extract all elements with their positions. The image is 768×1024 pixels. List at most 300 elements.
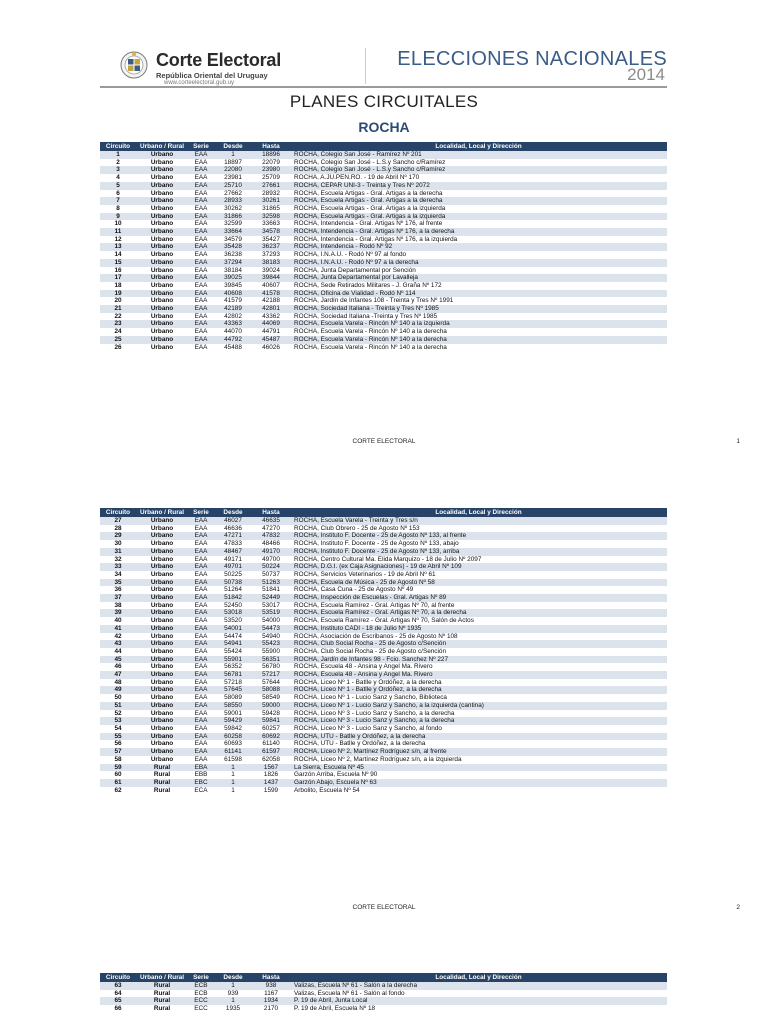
cell-hasta: 18896 — [252, 151, 290, 159]
table-row — [100, 756, 667, 764]
cell-localidad: ROCHA, Jardín de Infantes 98 - Fcio. Sanchez Nº 227 — [290, 656, 667, 664]
cell-serie: EAA — [194, 586, 208, 594]
cell-localidad: ROCHA, Instituto F. Docente - 25 de Agosto Nº 133, arriba — [290, 548, 667, 556]
uruguay-seal-icon — [120, 51, 148, 79]
cell-serie: EAA — [188, 717, 214, 725]
department-name: ROCHA — [358, 119, 410, 135]
cell-localidad: Garzón Abajo, Escuela Nº 63 — [290, 779, 667, 787]
cell-circuito: 19 — [100, 290, 136, 298]
cell-serie: EAA — [188, 151, 214, 159]
table-row — [100, 594, 667, 602]
cell-desde: 1 — [214, 982, 252, 990]
table-row — [100, 556, 667, 564]
cell-serie: EAA — [188, 259, 214, 267]
cell-desde: 1 — [231, 786, 235, 794]
table-row — [100, 740, 667, 748]
cell-urbano-rural: Urbano — [150, 678, 174, 686]
column-header-circuito: Circuito — [100, 142, 136, 151]
cell-circuito: 64 — [114, 989, 122, 997]
cell-circuito: 9 — [100, 213, 136, 221]
cell-desde: 59842 — [224, 724, 242, 732]
cell-desde: 1 — [214, 779, 252, 787]
cell-circuito: 41 — [100, 625, 136, 633]
cell-desde: 60258 — [214, 733, 252, 741]
cell-circuito: 55 — [100, 733, 136, 741]
cell-circuito: 34 — [114, 570, 122, 578]
cell-serie: EAA — [188, 274, 214, 282]
cell-serie: EAA — [194, 204, 208, 212]
cell-hasta: 50737 — [262, 570, 280, 578]
cell-localidad: ROCHA, Escuela Ramírez - Gral. Artigas Nº 70, a la derecha — [290, 609, 667, 617]
cell-desde: 939 — [227, 989, 239, 997]
cell-urbano-rural: Urbano — [150, 174, 174, 182]
cell-urbano-rural: Rural — [153, 771, 171, 779]
cell-localidad: ROCHA, Liceo Nº 2, Martínez Rodríguez s/n, al frente — [290, 748, 667, 756]
cell-localidad: ROCHA, Escuela Ramírez - Gral. Artigas Nº 70, al frente — [294, 601, 455, 609]
cell-circuito: 18 — [114, 281, 122, 289]
cell-localidad: ROCHA, Instituto F. Docente - 25 de Agosto Nº 133, al frente — [290, 532, 667, 540]
cell-desde: 42802 — [224, 312, 242, 320]
cell-urbano-rural: Urbano — [136, 594, 188, 602]
cell-serie: EAA — [188, 748, 214, 756]
cell-desde: 57645 — [214, 686, 252, 694]
cell-hasta: 49700 — [262, 555, 280, 563]
cell-localidad: Garzón Arriba, Escuela Nº 90 — [294, 771, 378, 779]
cell-serie: EAA — [194, 709, 208, 717]
cell-desde: 47271 — [214, 532, 252, 540]
table-row — [100, 540, 667, 548]
cell-urbano-rural: Urbano — [150, 601, 174, 609]
cell-localidad: ROCHA, Junta Departamental por Sención — [294, 266, 416, 274]
cell-hasta: 42188 — [262, 297, 280, 305]
cell-circuito: 1 — [100, 151, 136, 159]
cell-circuito: 45 — [100, 656, 136, 664]
cell-urbano-rural: Urbano — [136, 290, 188, 298]
table-header-row — [100, 142, 667, 151]
cell-circuito: 58 — [114, 755, 122, 763]
cell-localidad: Valizas, Escuela Nº 61 - Salón al fondo — [294, 989, 405, 997]
cell-serie: EAA — [188, 320, 214, 328]
cell-urbano-rural: Urbano — [136, 517, 188, 525]
cell-urbano-rural: Urbano — [150, 709, 174, 717]
cell-serie: ECC — [188, 997, 214, 1005]
cell-serie: EAA — [194, 647, 208, 655]
cell-urbano-rural: Urbano — [136, 609, 188, 617]
table-row — [100, 174, 667, 182]
cell-desde: 44070 — [224, 328, 242, 336]
cell-localidad: ROCHA, Escuela Artigas - Gral. Artigas a la izquierda — [290, 213, 667, 221]
cell-serie: EAA — [194, 189, 208, 197]
cell-circuito: 25 — [100, 336, 136, 344]
page-footer-1: CORTE ELECTORAL — [352, 438, 416, 445]
org-name: Corte Electoral — [156, 50, 282, 70]
table-row — [100, 633, 667, 641]
table-row — [100, 548, 667, 556]
cell-circuito: 66 — [114, 1005, 122, 1013]
cell-hasta: 42801 — [252, 305, 290, 313]
cell-localidad: ROCHA, Colegio San José - L.S.y Sancho c/Ramírez — [294, 158, 446, 166]
column-header-serie: Serie — [188, 508, 214, 517]
cell-urbano-rural: Urbano — [136, 532, 188, 540]
cell-desde: 43363 — [214, 320, 252, 328]
cell-circuito: 29 — [100, 532, 136, 540]
cell-hasta: 54940 — [262, 632, 280, 640]
cell-urbano-rural: Urbano — [150, 220, 174, 228]
column-header-localidad: Localidad, Local y Dirección — [290, 142, 667, 151]
table-row — [100, 982, 667, 990]
cell-desde: 1 — [214, 997, 252, 1005]
cell-desde: 1 — [214, 151, 252, 159]
cell-urbano-rural: Urbano — [150, 189, 174, 197]
header-rule — [100, 86, 667, 88]
cell-serie: EAA — [194, 632, 208, 640]
cell-urbano-rural: Urbano — [150, 555, 174, 563]
cell-serie: EAA — [188, 640, 214, 648]
cell-localidad: ROCHA, Escuela Varela - Treinta y Tres s/n — [290, 517, 667, 525]
cell-localidad: ROCHA, Escuela 48 - Ansina y Angel Ma. Rivero — [294, 663, 433, 671]
cell-serie: EAA — [194, 694, 208, 702]
cell-localidad: ROCHA, CEPAR UNI-3 - Treinta y Tres Nº 2072 — [290, 182, 667, 190]
cell-localidad: ROCHA, Colegio San José - L.S.y Sancho c/Ramírez — [290, 166, 667, 174]
cell-hasta: 31865 — [262, 204, 280, 212]
cell-serie: EAA — [188, 197, 214, 205]
cell-serie: EAA — [188, 517, 214, 525]
cell-serie: EAA — [188, 594, 214, 602]
cell-urbano-rural: Urbano — [150, 570, 174, 578]
cell-desde: 57218 — [224, 678, 242, 686]
table-row — [100, 586, 667, 594]
cell-localidad: ROCHA, Servicios Veterinarios - 19 de Abril Nº 61 — [294, 570, 436, 578]
cell-hasta: 54000 — [262, 617, 280, 625]
table-row — [100, 205, 667, 213]
cell-desde: 59429 — [214, 717, 252, 725]
cell-localidad: ROCHA, Liceo Nº 2, Martínez Rodríguez s/n, a la izquierda — [294, 755, 462, 763]
cell-desde: 61598 — [224, 755, 242, 763]
cell-circuito: 3 — [100, 166, 136, 174]
cell-localidad: ROCHA, Escuela Artigas - Gral. Artigas a la derecha — [294, 189, 443, 197]
cell-serie: EAA — [188, 733, 214, 741]
cell-urbano-rural: Urbano — [136, 243, 188, 251]
cell-hasta: 1934 — [252, 997, 290, 1005]
cell-circuito: 50 — [114, 694, 122, 702]
cell-serie: EAA — [188, 563, 214, 571]
cell-desde: 39025 — [214, 274, 252, 282]
table-row — [100, 671, 667, 679]
cell-hasta: 36237 — [252, 243, 290, 251]
cell-circuito: 22 — [114, 312, 122, 320]
cell-serie: EAA — [194, 328, 208, 336]
header-separator — [365, 48, 366, 84]
cell-serie: EAA — [194, 297, 208, 305]
cell-urbano-rural: Urbano — [136, 748, 188, 756]
cell-circuito: 36 — [114, 586, 122, 594]
cell-hasta: 1167 — [264, 989, 278, 997]
cell-serie: EAA — [194, 678, 208, 686]
elections-year: 2014 — [627, 65, 665, 84]
cell-serie: EAA — [188, 290, 214, 298]
cell-localidad: ROCHA, Intendencia - Gral. Artigas Nº 176, a la izquierda — [294, 235, 458, 243]
cell-circuito: 53 — [100, 717, 136, 725]
cell-urbano-rural: Urbano — [136, 182, 188, 190]
cell-localidad: ROCHA, Sociedad Italiana - Treinta y Tres Nº 1985 — [290, 305, 667, 313]
cell-desde: 1 — [214, 764, 252, 772]
cell-serie: EAA — [188, 548, 214, 556]
cell-hasta: 53017 — [262, 601, 280, 609]
cell-hasta: 61597 — [252, 748, 290, 756]
cell-hasta: 32598 — [252, 213, 290, 221]
cell-urbano-rural: Rural — [153, 786, 171, 794]
cell-urbano-rural: Urbano — [136, 228, 188, 236]
cell-urbano-rural: Urbano — [136, 702, 188, 710]
cell-urbano-rural: Urbano — [150, 281, 174, 289]
column-header-circuito: Circuito — [100, 508, 136, 517]
cell-desde: 34579 — [224, 235, 242, 243]
table-row — [100, 771, 667, 779]
cell-hasta: 44791 — [262, 328, 280, 336]
cell-urbano-rural: Urbano — [150, 647, 174, 655]
table-row — [100, 609, 667, 617]
table-row — [100, 166, 667, 174]
cell-hasta: 51841 — [262, 586, 280, 594]
cell-hasta: 61140 — [262, 740, 280, 748]
table-row — [100, 305, 667, 313]
cell-urbano-rural: Urbano — [136, 305, 188, 313]
table-row — [100, 320, 667, 328]
cell-localidad: ROCHA, Escuela Varela - Rincón Nº 140 a la derecha — [294, 328, 447, 336]
cell-circuito: 12 — [114, 235, 122, 243]
table-row — [100, 190, 667, 198]
cell-desde: 56781 — [214, 671, 252, 679]
cell-hasta: 41578 — [252, 290, 290, 298]
cell-urbano-rural: Urbano — [136, 563, 188, 571]
cell-circuito: 62 — [114, 786, 122, 794]
cell-urbano-rural: Urbano — [150, 586, 174, 594]
cell-desde: 47833 — [224, 540, 242, 548]
cell-localidad: ROCHA, Liceo Nº 1 - Batlle y Ordóñez, a la derecha — [294, 678, 442, 686]
cell-serie: EBC — [188, 779, 214, 787]
cell-serie: EAA — [188, 228, 214, 236]
column-header-localidad: Localidad, Local y Dirección — [290, 508, 667, 517]
cell-hasta: 59428 — [262, 709, 280, 717]
cell-circuito: 21 — [100, 305, 136, 313]
cell-urbano-rural: Urbano — [150, 297, 174, 305]
cell-localidad: ROCHA, Sociedad Italiana -Treinta y Tres Nº 1985 — [294, 312, 438, 320]
cell-desde: 22080 — [214, 166, 252, 174]
cell-urbano-rural: Urbano — [136, 197, 188, 205]
cell-hasta: 47832 — [252, 532, 290, 540]
org-subtitle: República Oriental del Uruguay — [156, 71, 268, 80]
cell-hasta: 1567 — [252, 764, 290, 772]
cell-hasta: 25709 — [262, 174, 280, 182]
cell-localidad: ROCHA, Escuela Artigas - Gral. Artigas a la derecha — [290, 197, 667, 205]
cell-localidad: ROCHA, UTU - Batlle y Ordóñez, a la derecha — [290, 733, 667, 741]
cell-urbano-rural: Urbano — [150, 328, 174, 336]
cell-urbano-rural: Urbano — [150, 740, 174, 748]
table-row — [100, 344, 667, 352]
table-row — [100, 220, 667, 228]
document-header — [100, 42, 667, 88]
table-row — [100, 579, 667, 587]
cell-circuito: 39 — [100, 609, 136, 617]
cell-desde: 50225 — [224, 570, 242, 578]
table-row — [100, 228, 667, 236]
cell-hasta: 34578 — [252, 228, 290, 236]
cell-desde: 52450 — [224, 601, 242, 609]
cell-desde: 23981 — [224, 174, 242, 182]
cell-localidad: ROCHA, Liceo Nº 1 - Batlle y Ordóñez, a la derecha — [290, 686, 667, 694]
document-title: PLANES CIRCUITALES — [289, 92, 479, 111]
cell-localidad: ROCHA, Club Obrero - 25 de Agosto Nº 153 — [294, 524, 420, 532]
cell-hasta: 59841 — [252, 717, 290, 725]
cell-hasta: 39844 — [252, 274, 290, 282]
table-row — [100, 779, 667, 787]
cell-urbano-rural: Urbano — [136, 336, 188, 344]
cell-localidad: P. 19 de Abril, Junta Local — [290, 997, 667, 1005]
cell-serie: ECA — [194, 786, 208, 794]
cell-localidad: ROCHA, Escuela Varela - Rincón Nº 140 a la derecha — [294, 343, 447, 351]
cell-serie: EAA — [188, 609, 214, 617]
cell-localidad: Valizas, Escuela Nº 61 - Salón a la derecha — [290, 982, 667, 990]
cell-localidad: ROCHA, Inspección de Escuelas - Gral. Artigas Nº 89 — [290, 594, 667, 602]
corte-electoral-logo — [100, 42, 290, 88]
table-row — [100, 748, 667, 756]
column-header-urbano-rural: Urbano / Rural — [136, 973, 188, 982]
cell-urbano-rural: Urbano — [150, 663, 174, 671]
cell-urbano-rural: Urbano — [150, 235, 174, 243]
cell-localidad: ROCHA, D.G.I. (ex Caja Asignaciones) - 19 de Abril Nº 109 — [290, 563, 667, 571]
table-row — [100, 725, 667, 733]
cell-urbano-rural: Urbano — [150, 158, 174, 166]
cell-hasta: 35427 — [262, 235, 280, 243]
cell-hasta: 58088 — [252, 686, 290, 694]
cell-circuito: 32 — [114, 555, 122, 563]
cell-localidad: P. 19 de Abril, Escuela Nº 18 — [294, 1005, 376, 1013]
cell-serie: EAA — [194, 617, 208, 625]
cell-localidad: ROCHA, Casa Cuna - 25 de Agosto Nº 49 — [294, 586, 414, 594]
cell-serie: EAA — [194, 266, 208, 274]
cell-localidad: ROCHA, I.N.A.U. - Rodó Nº 97 a la derecha — [290, 259, 667, 267]
cell-localidad: ROCHA, Liceo Nº 3 - Lucio Sanz y Sancho, a la derecha — [294, 709, 455, 717]
cell-circuito: 57 — [100, 748, 136, 756]
cell-desde: 27662 — [224, 189, 242, 197]
cell-serie: EBB — [194, 771, 208, 779]
cell-hasta: 49170 — [252, 548, 290, 556]
cell-serie: EAA — [194, 663, 208, 671]
table-row — [100, 243, 667, 251]
cell-hasta: 45487 — [252, 336, 290, 344]
circuits-table-page-2 — [100, 508, 667, 794]
cell-serie: EAA — [194, 755, 208, 763]
cell-urbano-rural: Rural — [136, 779, 188, 787]
column-header-serie: Serie — [188, 142, 214, 151]
cell-urbano-rural: Rural — [136, 764, 188, 772]
cell-desde: 1935 — [225, 1005, 241, 1013]
table-row — [100, 313, 667, 321]
cell-desde: 51842 — [214, 594, 252, 602]
cell-desde: 55424 — [224, 647, 242, 655]
cell-localidad: ROCHA, Liceo Nº 1 - Lucio Sanz y Sancho, Biblioteca — [294, 694, 447, 702]
column-header-desde: Desde — [214, 973, 252, 982]
cell-localidad: ROCHA, Escuela Artigas - Gral. Artigas a la izquierda — [294, 204, 446, 212]
table-row — [100, 517, 667, 525]
cell-urbano-rural: Urbano — [136, 671, 188, 679]
column-header-urbano-rural: Urbano / Rural — [136, 508, 188, 517]
cell-desde: 40608 — [214, 290, 252, 298]
cell-localidad: ROCHA, Club Social Rocha - 25 de Agosto c/Sención — [294, 647, 447, 655]
cell-urbano-rural: Urbano — [136, 274, 188, 282]
cell-urbano-rural: Urbano — [136, 166, 188, 174]
cell-desde: 49171 — [224, 555, 242, 563]
cell-desde: 46027 — [214, 517, 252, 525]
cell-serie: EAA — [188, 579, 214, 587]
cell-serie: EAA — [188, 182, 214, 190]
cell-hasta: 58549 — [262, 694, 280, 702]
cell-localidad: ROCHA, Intendencia - Rodó Nº 92 — [290, 243, 667, 251]
cell-desde: 45488 — [224, 343, 242, 351]
elections-title: ELECCIONES NACIONALES — [397, 48, 667, 70]
table-row — [100, 717, 667, 725]
table-row — [100, 182, 667, 190]
cell-circuito: 5 — [100, 182, 136, 190]
table-row — [100, 563, 667, 571]
cell-desde: 48467 — [214, 548, 252, 556]
cell-circuito: 52 — [114, 709, 122, 717]
table-row — [100, 764, 667, 772]
cell-circuito: 10 — [114, 220, 122, 228]
cell-desde: 54001 — [214, 625, 252, 633]
cell-localidad: ROCHA, Club Social Rocha - 25 de Agosto c/Sención — [290, 640, 667, 648]
cell-hasta: 22079 — [262, 158, 280, 166]
cell-localidad: ROCHA, Colegio San José - Ramírez Nº 201 — [290, 151, 667, 159]
cell-circuito: 51 — [100, 702, 136, 710]
table-row — [100, 197, 667, 205]
cell-circuito: 38 — [114, 601, 122, 609]
cell-desde: 44792 — [214, 336, 252, 344]
cell-hasta: 938 — [252, 982, 290, 990]
cell-urbano-rural: Rural — [153, 989, 171, 997]
cell-hasta: 43362 — [262, 312, 280, 320]
cell-desde: 42189 — [214, 305, 252, 313]
cell-desde: 31866 — [214, 213, 252, 221]
cell-desde: 30262 — [224, 204, 242, 212]
cell-serie: EAA — [194, 724, 208, 732]
cell-serie: ECB — [194, 989, 208, 997]
cell-serie: EAA — [194, 555, 208, 563]
cell-urbano-rural: Urbano — [150, 617, 174, 625]
cell-localidad: ROCHA, Liceo Nº 3 - Lucio Sanz y Sancho, al fondo — [294, 724, 442, 732]
cell-serie: EAA — [188, 213, 214, 221]
cell-desde: 58550 — [214, 702, 252, 710]
cell-serie: EAA — [188, 656, 214, 664]
cell-hasta: 60692 — [252, 733, 290, 741]
table-row — [100, 997, 667, 1005]
cell-hasta: 30261 — [252, 197, 290, 205]
table-row — [100, 213, 667, 221]
cell-localidad: ROCHA, Instituto F. Docente - 25 de Agosto Nº 133, abajo — [294, 540, 459, 548]
table-row — [100, 679, 667, 687]
table-row — [100, 617, 667, 625]
cell-hasta: 55900 — [262, 647, 280, 655]
cell-localidad: Arbolito, Escuela Nº 54 — [294, 786, 360, 794]
cell-circuito: 42 — [114, 632, 122, 640]
cell-serie: EAA — [194, 540, 208, 548]
table-row — [100, 236, 667, 244]
table-row — [100, 259, 667, 267]
cell-urbano-rural: Urbano — [150, 312, 174, 320]
circuits-table-page-3 — [100, 973, 667, 1013]
column-header-desde: Desde — [214, 508, 252, 517]
cell-circuito: 11 — [100, 228, 136, 236]
